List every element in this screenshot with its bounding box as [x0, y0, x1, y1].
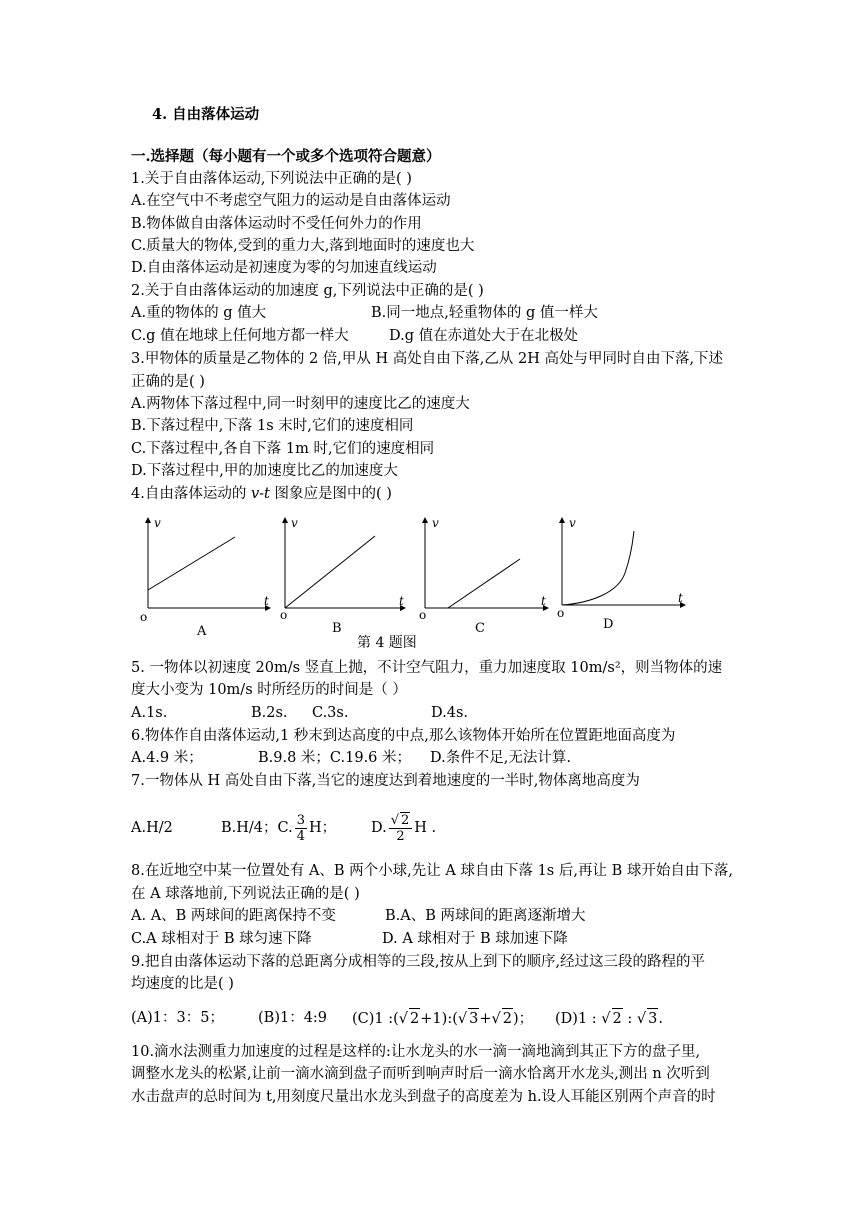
q8-stem-line2: 在 A 球落地前,下列说法正确的是( ) [131, 886, 360, 902]
q9-option-b: (B)1：4:9 [258, 1010, 328, 1026]
q7-c-denominator: 4 [296, 828, 305, 844]
q9-c-radicand-2b: 2 [502, 1008, 513, 1029]
q6-option-a: A.4.9 米； [131, 750, 203, 766]
graph-b-label: B [332, 621, 342, 636]
q7-c-numerator: 3 [296, 812, 305, 828]
q9-option-c-label: (C)1 : [352, 1011, 394, 1027]
q10-line3: 水击盘声的总时间为 t,用刻度尺量出水龙头到盘子的高度差为 h.设人耳能区别两个声音的时 [131, 1089, 716, 1105]
q9-d-sep: : [627, 1011, 633, 1027]
q2-option-c: C.g 值在地球上任何地方都一样大 [131, 328, 349, 344]
q5-stem-line1: 5. 一物体以初速度 20m/s 竖直上抛，不计空气阻力，重力加速度取 10m/s²，则当物体的速 [131, 660, 723, 676]
q5-option-d: D.4s. [431, 705, 468, 721]
q9-stem-line1: 9.把自由落体运动下落的总距离分成相等的三段,按从上到下的顺序,经过这三段的路程的平 [131, 954, 706, 970]
graph-b-origin: o [280, 608, 288, 622]
q9-c-radicand-3: 3 [468, 1008, 479, 1029]
q10-line1: 10.滴水法测重力加速度的过程是这样的:让水龙头的水一滴一滴地滴到其正下方的盘子里, [131, 1044, 701, 1060]
graph-d-curve [562, 531, 634, 605]
q5-stem-line2: 度大小变为 10m/s 时所经历的时间是（ ） [131, 682, 407, 698]
q9-c-mid: +1):( [420, 1011, 458, 1027]
q7-option-d-wrap [371, 800, 436, 856]
q3-stem-line1: 3.甲物体的质量是乙物体的 2 倍,甲从 H 高处自由下落,乙从 2H 高处与甲同时自由下落,下述 [131, 351, 724, 367]
q7-option-d-tail: H . [414, 820, 437, 836]
graph-c-t-label: t [541, 594, 546, 608]
graph-d-t-label: t [678, 591, 683, 605]
q8-stem-line1: 8.在近地空中某一位置处有 A、B 两个小球,先让 A 球自由下落 1s 后,再让 B 球开始自由下落, [131, 863, 733, 879]
graph-b-v-label: v [291, 516, 298, 530]
q7-option-a: A.H/2 [131, 820, 173, 836]
q9-option-d: (D)1 : √ 2 : √ 3. [555, 1008, 663, 1029]
q2-stem: 2.关于自由落体运动的加速度 g,下列说法中正确的是( ) [131, 283, 484, 299]
q4-stem-prefix: 4.自由落体运动的 [131, 486, 251, 502]
q5-option-c: C.3s. [312, 705, 349, 721]
graph-c-origin: o [419, 608, 427, 622]
q9-c-plus: + [479, 1011, 492, 1027]
q8-option-d: D. A 球相对于 B 球加速下降 [382, 931, 568, 947]
q7-d-denominator: 2 [396, 829, 405, 844]
graph-c-line [448, 559, 520, 608]
q5-option-b: B.2s. [251, 705, 288, 721]
q4-stem [131, 484, 392, 504]
q1-option-d: D.自由落体运动是初速度为零的匀加速直线运动 [131, 260, 437, 276]
q3-stem-line2: 正确的是( ) [131, 374, 205, 390]
graph-b-t-label: t [399, 594, 404, 608]
q9-option-d-label: (D)1 : [555, 1011, 597, 1027]
q1-option-a: A.在空气中不考虑空气阻力的运动是自由落体运动 [131, 193, 451, 209]
q8-option-b: B.A、B 两球间的距离逐渐增大 [385, 908, 586, 924]
q7-option-c-tail: H； [309, 820, 337, 836]
graph-a-t-label: t [264, 594, 269, 608]
q3-option-c: C.下落过程中,各自下落 1m 时,它们的速度相同 [131, 441, 435, 457]
q8-option-a: A. A、B 两球间的距离保持不变 [131, 908, 336, 924]
q3-option-d: D.下落过程中,甲的加速度比乙的加速度大 [131, 463, 398, 479]
q1-stem: 1.关于自由落体运动,下列说法中正确的是( ) [131, 171, 412, 187]
q7-option-d: D. [371, 820, 387, 836]
q7-d-numerator: √ 2 [389, 812, 413, 829]
graph-d-origin: o [557, 606, 565, 620]
q2-option-b: B.同一地点,轻重物体的 g 值一样大 [371, 305, 598, 321]
q4-stem-vt: v-t [250, 486, 270, 502]
q9-option-c: (C)1 :(√ 2+1):(√ 3+√ 2)； [352, 1008, 533, 1029]
q6-option-d: D.条件不足,无法计算. [430, 750, 571, 766]
q2-option-a: A.重的物体的 g 值大 [131, 305, 267, 321]
q3-option-b: B.下落过程中,下落 1s 末时,它们的速度相同 [131, 418, 414, 434]
q5-option-a: A.1s. [131, 705, 168, 721]
q6-option-bc: B.9.8 米；C.19.6 米； [258, 750, 412, 766]
q9-stem-line2: 均速度的比是( ) [131, 976, 234, 992]
q10-line2: 调整水龙头的松紧,让前一滴水滴到盘子而听到响声时后一滴水恰离开水龙头,测出 n 次听到 [131, 1066, 710, 1082]
graph-a [140, 516, 270, 639]
q7-fraction-c [295, 813, 307, 844]
q4-vt-graphs [120, 513, 700, 643]
q6-stem: 6.物体作自由落体运动,1 秒末到达高度的中点,那么该物体开始所在位置距地面高度为 [131, 728, 676, 744]
q9-c-close: )； [512, 1011, 534, 1027]
page-title: 4. 自由落体运动 [152, 106, 260, 123]
graph-b [280, 516, 405, 636]
q9-d-end: . [658, 1011, 663, 1027]
graph-d [557, 516, 685, 632]
q4-stem-suffix: 图象应是图中的( ) [269, 486, 392, 502]
graph-d-label: D [603, 617, 614, 632]
q2-option-d: D.g 值在赤道处大于在北极处 [389, 328, 579, 344]
q8-option-c: C.A 球相对于 B 球匀速下降 [131, 931, 312, 947]
q7-stem: 7.一物体从 H 高处自由下落,当它的速度达到着地速度的一半时,物体离地高度为 [131, 773, 640, 789]
q1-option-b: B.物体做自由落体运动时不受任何外力的作用 [131, 216, 422, 232]
q7-option-b: B.H/4；C. [221, 820, 293, 836]
graph-c-label: C [475, 621, 485, 636]
graph-c [419, 516, 548, 636]
graph-d-v-label: v [569, 516, 576, 530]
q9-c-radicand-2: 2 [409, 1008, 420, 1029]
graph-a-origin: o [140, 610, 148, 624]
q9-option-a: (A)1：3：5； [131, 1010, 224, 1026]
q7-d-radicand: 2 [401, 813, 410, 828]
q3-option-a: A.两物体下落过程中,同一时刻甲的速度比乙的速度大 [131, 396, 470, 412]
q9-d-radicand-3: 3 [647, 1008, 658, 1029]
q7-fraction-d [389, 812, 413, 844]
q4-caption: 第 4 题图 [357, 635, 417, 651]
graph-a-v-label: v [154, 516, 161, 530]
section-heading: 一.选择题（每小题有一个或多个选项符合题意） [131, 148, 441, 165]
q9-d-radicand-2: 2 [612, 1008, 623, 1029]
q7-option-bc [221, 800, 336, 856]
q1-option-c: C.质量大的物体,受到的重力大,落到地面时的速度也大 [131, 238, 475, 254]
graph-c-v-label: v [432, 516, 439, 530]
graph-a-label: A [197, 624, 207, 639]
graph-a-line [148, 537, 235, 590]
graph-b-line [285, 536, 375, 608]
